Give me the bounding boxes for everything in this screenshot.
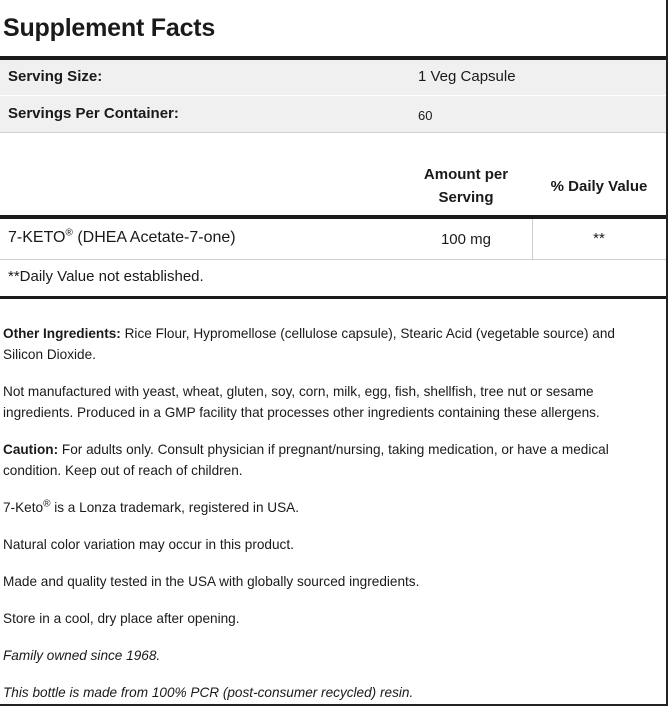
serving-size-value: 1 Veg Capsule [418,68,516,85]
ingredient-daily-value: ** [593,230,605,247]
registered-mark: ® [43,498,51,510]
color-variation-note: Natural color variation may occur in this product. [3,537,294,552]
caution-text: For adults only. Consult physician if pregnant/nursing, taking medication, or have a medical condition. Keep out of reach of children. [3,442,609,478]
servings-per-container-value: 60 [418,108,433,123]
daily-value-footnote: **Daily Value not established. [8,268,204,285]
daily-value-header: % Daily Value [550,178,648,195]
allergen-note: Not manufactured with yeast, wheat, gluten, soy, corn, milk, egg, fish, shellfish, tree nut or sesame ingredients. Produced in a GMP facility that processes other ingredients containing these allergens. [3,384,600,420]
ingredient-name-rest: (DHEA Acetate-7-one) [72,229,236,246]
panel-title: Supplement Facts [3,14,216,42]
ingredient-amount: 100 mg [440,231,492,248]
made-in-usa-note: Made and quality tested in the USA with globally sourced ingredients. [3,574,420,589]
header-rule [0,215,666,219]
ingredient-name [8,229,236,247]
other-ingredients [3,323,653,365]
trademark-text: is a Lonza trademark, registered in USA. [50,500,300,515]
registered-mark: ® [65,227,73,239]
row-divider [0,132,666,133]
caution-label: Caution: [3,442,59,457]
bottle-recycled-note: This bottle is made from 100% PCR (post-consumer recycled) resin. [3,685,414,700]
trademark-name: 7-Keto [3,500,44,515]
family-owned-note: Family owned since 1968. [3,648,161,663]
other-ingredients-text: Rice Flour, Hypromellose (cellulose capsule), Stearic Acid (vegetable source) and Silicon Dioxide. [3,326,615,362]
bottom-rule [0,296,666,299]
storage-note: Store in a cool, dry place after opening. [3,611,240,626]
row-divider [0,259,666,260]
amount-per-serving-header [400,163,532,209]
other-ingredients-label: Other Ingredients: [3,326,121,341]
amount-header-line1: Amount per [423,166,509,183]
trademark-note [3,497,653,518]
serving-size-label: Serving Size: [8,68,103,85]
amount-header-line2: Serving [438,189,494,206]
ingredient-name-main: 7-KETO [8,229,66,246]
servings-per-container-label: Servings Per Container: [8,105,179,122]
caution-note [3,439,653,481]
